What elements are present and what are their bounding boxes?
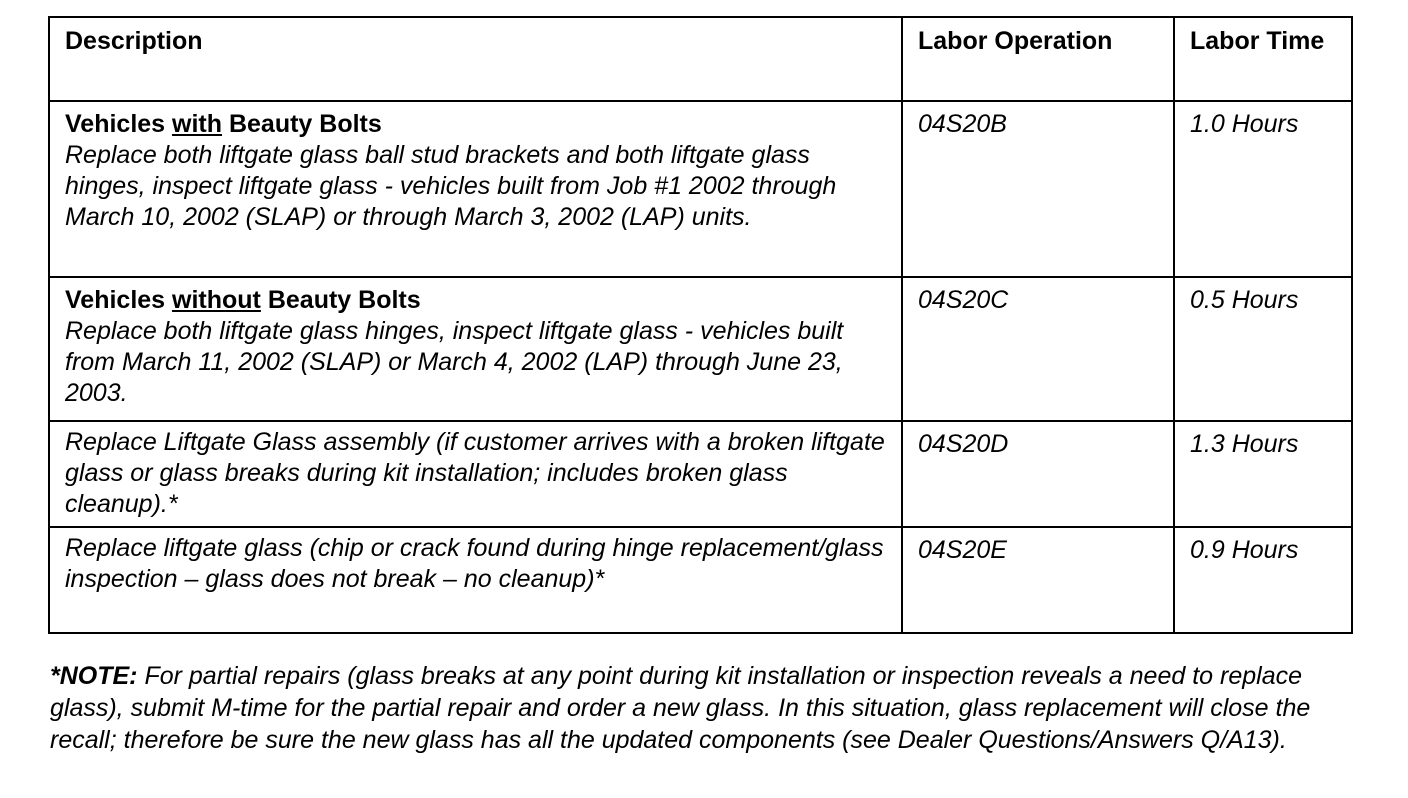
labor-operation-code: 04S20B — [918, 110, 1007, 138]
labor-time-cell — [1174, 101, 1352, 277]
table-row — [49, 101, 1352, 277]
row-title — [65, 109, 887, 140]
row-title-suffix: Beauty Bolts — [260, 286, 421, 314]
description-cell — [49, 277, 902, 421]
row-title-prefix: Vehicles — [65, 286, 173, 314]
table-row — [49, 421, 1352, 527]
note-label: *NOTE: — [50, 662, 138, 690]
row-description: Replace both liftgate glass hinges, inspect liftgate glass - vehicles built from March 11, 2002 (SLAP) or March 4, 2002 (LAP) through June 23, 2003. — [65, 317, 844, 407]
table-header-row — [49, 17, 1352, 101]
description-cell — [49, 101, 902, 277]
row-title — [65, 285, 887, 316]
labor-operation-cell — [902, 421, 1174, 527]
labor-operation-cell — [902, 101, 1174, 277]
row-title-emphasis: with — [172, 110, 223, 138]
labor-operations-table — [48, 16, 1353, 634]
labor-time-value: 1.3 Hours — [1190, 430, 1299, 458]
header-labor-time: Labor Time — [1174, 17, 1352, 101]
labor-time-value: 1.0 Hours — [1190, 110, 1299, 138]
row-description: Replace both liftgate glass ball stud brackets and both liftgate glass hinges, inspect liftgate glass - vehicles built from Job #1 2002 through March 10, 2002 (SLAP) or through March 3, 2002 (LAP) units. — [65, 141, 837, 231]
labor-operation-code: 04S20E — [918, 536, 1007, 564]
table-row — [49, 277, 1352, 421]
header-labor-operation: Labor Operation — [902, 17, 1174, 101]
row-title-suffix: Beauty Bolts — [222, 110, 382, 138]
labor-operation-code: 04S20C — [918, 286, 1009, 314]
row-description: Replace liftgate glass (chip or crack found during hinge replacement/glass inspection – glass does not break – no cleanup)* — [65, 534, 884, 593]
header-description: Description — [49, 17, 902, 101]
labor-time-cell — [1174, 277, 1352, 421]
labor-operation-cell — [902, 527, 1174, 633]
description-cell — [49, 421, 902, 527]
footnote — [50, 660, 1350, 756]
labor-time-value: 0.9 Hours — [1190, 536, 1299, 564]
labor-operation-cell — [902, 277, 1174, 421]
row-description: Replace Liftgate Glass assembly (if customer arrives with a broken liftgate glass or glass breaks during kit installation; includes broken glass cleanup).* — [65, 428, 885, 518]
labor-time-value: 0.5 Hours — [1190, 286, 1299, 314]
row-title-emphasis: without — [172, 286, 261, 314]
table-row — [49, 527, 1352, 633]
row-title-prefix: Vehicles — [65, 110, 173, 138]
labor-time-cell — [1174, 421, 1352, 527]
labor-operation-code: 04S20D — [918, 430, 1009, 458]
labor-time-cell — [1174, 527, 1352, 633]
description-cell — [49, 527, 902, 633]
note-text: For partial repairs (glass breaks at any point during kit installation or inspection reveals a need to replace glass), submit M-time for the partial repair and order a new glass. In this situation, glass replacement will close the recall; therefore be sure the new glass has all the updated components (see Dealer Questions/Answers Q/A13). — [50, 662, 1311, 754]
